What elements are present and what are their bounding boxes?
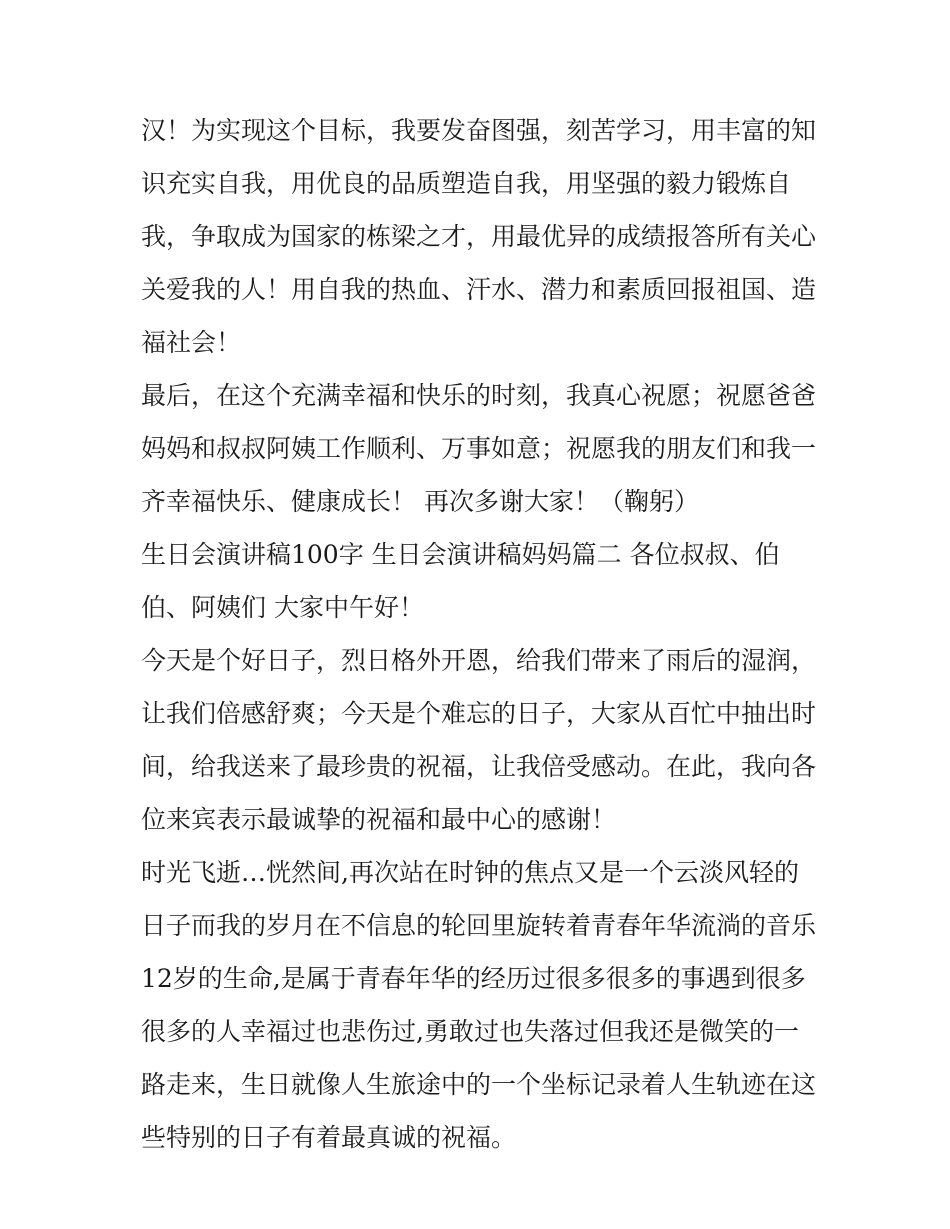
text-line: 位来宾表示最诚挚的祝福和最中心的感谢！	[141, 805, 617, 834]
text-line: 路走来，生日就像人生旅途中的一个坐标记录着人生轨迹在这	[141, 1070, 817, 1099]
text-line: 很多的人幸福过也悲伤过,勇敢过也失落过但我还是微笑的一	[141, 1017, 799, 1046]
document-body	[141, 104, 821, 1164]
text-line: 关爱我的人！用自我的热血、汗水、潜力和素质回报祖国、造	[141, 275, 817, 304]
text-line: 生日会演讲稿100字 生日会演讲稿妈妈篇二 各位叔叔、伯	[141, 540, 780, 569]
text-line: 12岁的生命,是属于青春年华的经历过很多很多的事遇到很多	[141, 964, 806, 993]
text-line: 识充实自我，用优良的品质塑造自我，用坚强的毅力锻炼自	[141, 169, 792, 198]
text-line: 间，给我送来了最珍贵的祝福，让我倍受感动。在此，我向各	[141, 752, 817, 781]
text-line: 今天是个好日子，烈日格外开恩，给我们带来了雨后的湿润，	[141, 646, 817, 675]
text-line: 汉！为实现这个目标，我要发奋图强，刻苦学习，用丰富的知	[141, 116, 817, 145]
text-line: 妈妈和叔叔阿姨工作顺利、万事如意；祝愿我的朋友们和我一	[141, 434, 817, 463]
text-line: 让我们倍感舒爽；今天是个难忘的日子，大家从百忙中抽出时	[141, 699, 817, 728]
text-line: 日子而我的岁月在不信息的轮回里旋转着青春年华流淌的音乐	[141, 911, 817, 940]
text-line: 伯、阿姨们 大家中午好！	[141, 593, 424, 622]
text-line: 齐幸福快乐、健康成长！ 再次多谢大家！（鞠躬）	[141, 487, 699, 516]
text-line: 最后，在这个充满幸福和快乐的时刻，我真心祝愿；祝愿爸爸	[141, 381, 817, 410]
text-line: 福社会！	[141, 328, 242, 357]
text-line: 些特别的日子有着最真诚的祝福。	[141, 1123, 517, 1152]
text-line: 我，争取成为国家的栋梁之才，用最优异的成绩报答所有关心	[141, 222, 817, 251]
text-line: 时光飞逝…恍然间,再次站在时钟的焦点又是一个云淡风轻的	[141, 858, 799, 887]
